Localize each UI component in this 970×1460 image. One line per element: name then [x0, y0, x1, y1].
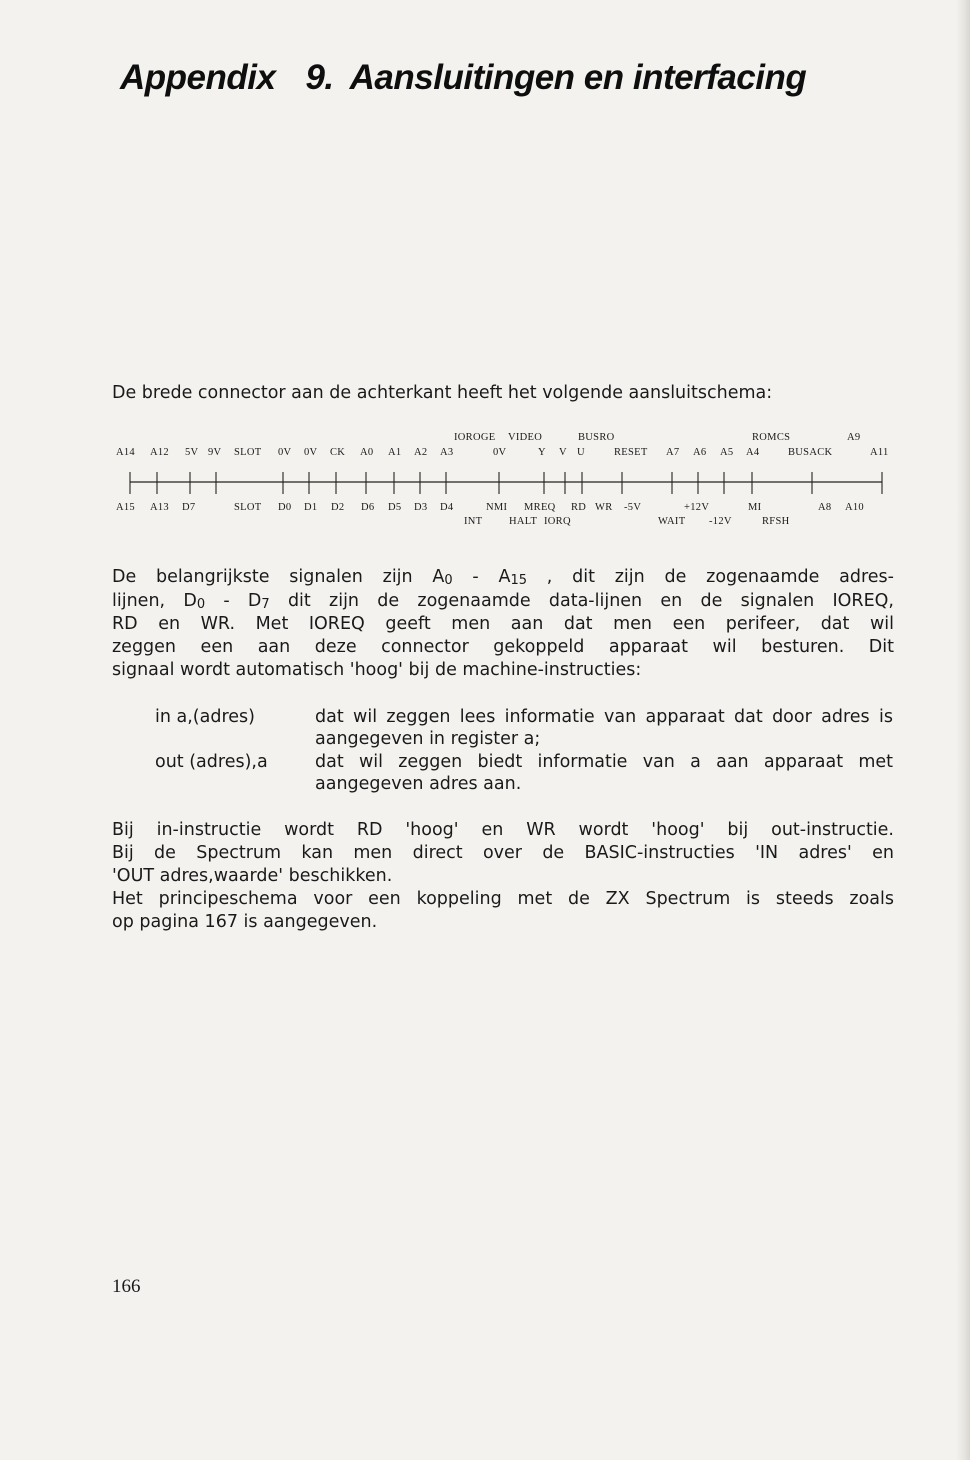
pin-label: A8: [818, 502, 832, 513]
pin-label: SLOT: [234, 447, 262, 458]
page-number: 166: [112, 1276, 141, 1297]
text-span: lijnen, D: [112, 591, 197, 611]
pin-label: A2: [414, 447, 428, 458]
pin-label: A3: [440, 447, 454, 458]
pin-label: WR: [595, 502, 613, 513]
pin-label: V: [559, 447, 567, 458]
text-span: dit zijn de zogenaamde data-lijnen en de signalen IOREQ,: [269, 591, 894, 611]
pin-label: INT: [464, 516, 483, 527]
pin-label: 0V: [278, 447, 292, 458]
closing-line-2: Bij de Spectrum kan men direct over de BASIC-instructies 'IN adres' en: [112, 843, 894, 863]
closing-line-3: 'OUT adres,waarde' beschikken.: [112, 866, 393, 886]
instruction-mnemonic: out (adres),a: [155, 752, 268, 772]
title-rest: Aansluitingen en interfacing: [349, 58, 807, 97]
closing-line-1: Bij in-instructie wordt RD 'hoog' en WR wordt 'hoog' bij out-instructie.: [112, 820, 894, 840]
pin-label: A0: [360, 447, 374, 458]
text-span: - A: [452, 567, 511, 587]
pin-label: RESET: [614, 447, 648, 458]
pin-label: MI: [748, 502, 762, 513]
pin-label: A7: [666, 447, 680, 458]
pin-label: 9V: [208, 447, 222, 458]
instruction-mnemonic: in a,(adres): [155, 707, 255, 727]
signals-line-1: [112, 566, 894, 590]
pin-label: 0V: [493, 447, 507, 458]
page-title: [120, 58, 806, 98]
signals-line-4: zeggen een aan deze connector gekoppeld apparaat wil besturen. Dit: [112, 637, 894, 657]
pin-label: -5V: [624, 502, 642, 513]
pin-label: IORQ: [544, 516, 571, 527]
pin-label: ROMCS: [752, 432, 791, 443]
pin-label: A10: [845, 502, 864, 513]
title-number: 9.: [305, 58, 334, 97]
pin-label: RFSH: [762, 516, 790, 527]
pin-label: A13: [150, 502, 169, 513]
pin-label: NMI: [486, 502, 508, 513]
pin-label: RD: [571, 502, 587, 513]
text-span: De belangrijkste signalen zijn A: [112, 567, 445, 587]
signals-line-5: signaal wordt automatisch 'hoog' bij de machine-instructies:: [112, 660, 642, 680]
subscript: 15: [510, 573, 528, 588]
pin-label: BUSRO: [578, 432, 615, 443]
pin-label: HALT: [509, 516, 538, 527]
pin-label: A14: [116, 447, 135, 458]
pin-label: D2: [331, 502, 345, 513]
pin-label: D4: [440, 502, 454, 513]
pin-label: Y: [538, 447, 546, 458]
signals-line-3: RD en WR. Met IOREQ geeft men aan dat men een perifeer, dat wil: [112, 614, 894, 634]
pin-label: CK: [330, 447, 346, 458]
title-word: Appendix: [120, 58, 276, 97]
instruction-description: dat wil zeggen biedt informatie van a aan apparaat met aangegeven adres aan.: [315, 752, 893, 794]
page-edge: [956, 0, 970, 1460]
pin-label: BUSACK: [788, 447, 833, 458]
pin-label: D0: [278, 502, 292, 513]
pin-label: D3: [414, 502, 428, 513]
subscript: 0: [444, 573, 453, 588]
pin-label: +12V: [684, 502, 710, 513]
pin-label: A12: [150, 447, 169, 458]
pin-label: D5: [388, 502, 402, 513]
pin-label: WAIT: [658, 516, 686, 527]
pin-label: A9: [847, 432, 861, 443]
pin-label: D1: [304, 502, 318, 513]
closing-line-4: Het principeschema voor een koppeling met de ZX Spectrum is steeds zoals: [112, 889, 894, 909]
signals-line-2: [112, 590, 894, 614]
pin-label: A6: [693, 447, 707, 458]
subscript: 7: [261, 597, 270, 612]
pin-label: D7: [182, 502, 196, 513]
pin-label: IOROGE: [454, 432, 496, 443]
pin-label: U: [577, 447, 585, 458]
instruction-description: dat wil zeggen lees informatie van apparaat dat door adres is aangegeven in register a;: [315, 707, 893, 749]
pin-label: -12V: [709, 516, 732, 527]
connector-diagram: [112, 428, 894, 558]
intro-paragraph: De brede connector aan de achterkant heeft het volgende aansluitschema:: [112, 383, 773, 403]
pin-label: SLOT: [234, 502, 262, 513]
pin-label: 5V: [185, 447, 199, 458]
pin-label: A1: [388, 447, 402, 458]
pin-label: A4: [746, 447, 760, 458]
pin-label: D6: [361, 502, 375, 513]
pin-label: 0V: [304, 447, 318, 458]
subscript: 0: [196, 597, 206, 612]
pin-label: A15: [116, 502, 135, 513]
text-span: , dit zijn de zogenaamde adres-: [527, 567, 894, 587]
text-span: - D: [205, 591, 262, 611]
pin-label: MREQ: [524, 502, 556, 513]
pin-label: A5: [720, 447, 734, 458]
closing-line-5: op pagina 167 is aangegeven.: [112, 912, 378, 932]
pin-label: A11: [870, 447, 889, 458]
pin-label: VIDEO: [508, 432, 543, 443]
